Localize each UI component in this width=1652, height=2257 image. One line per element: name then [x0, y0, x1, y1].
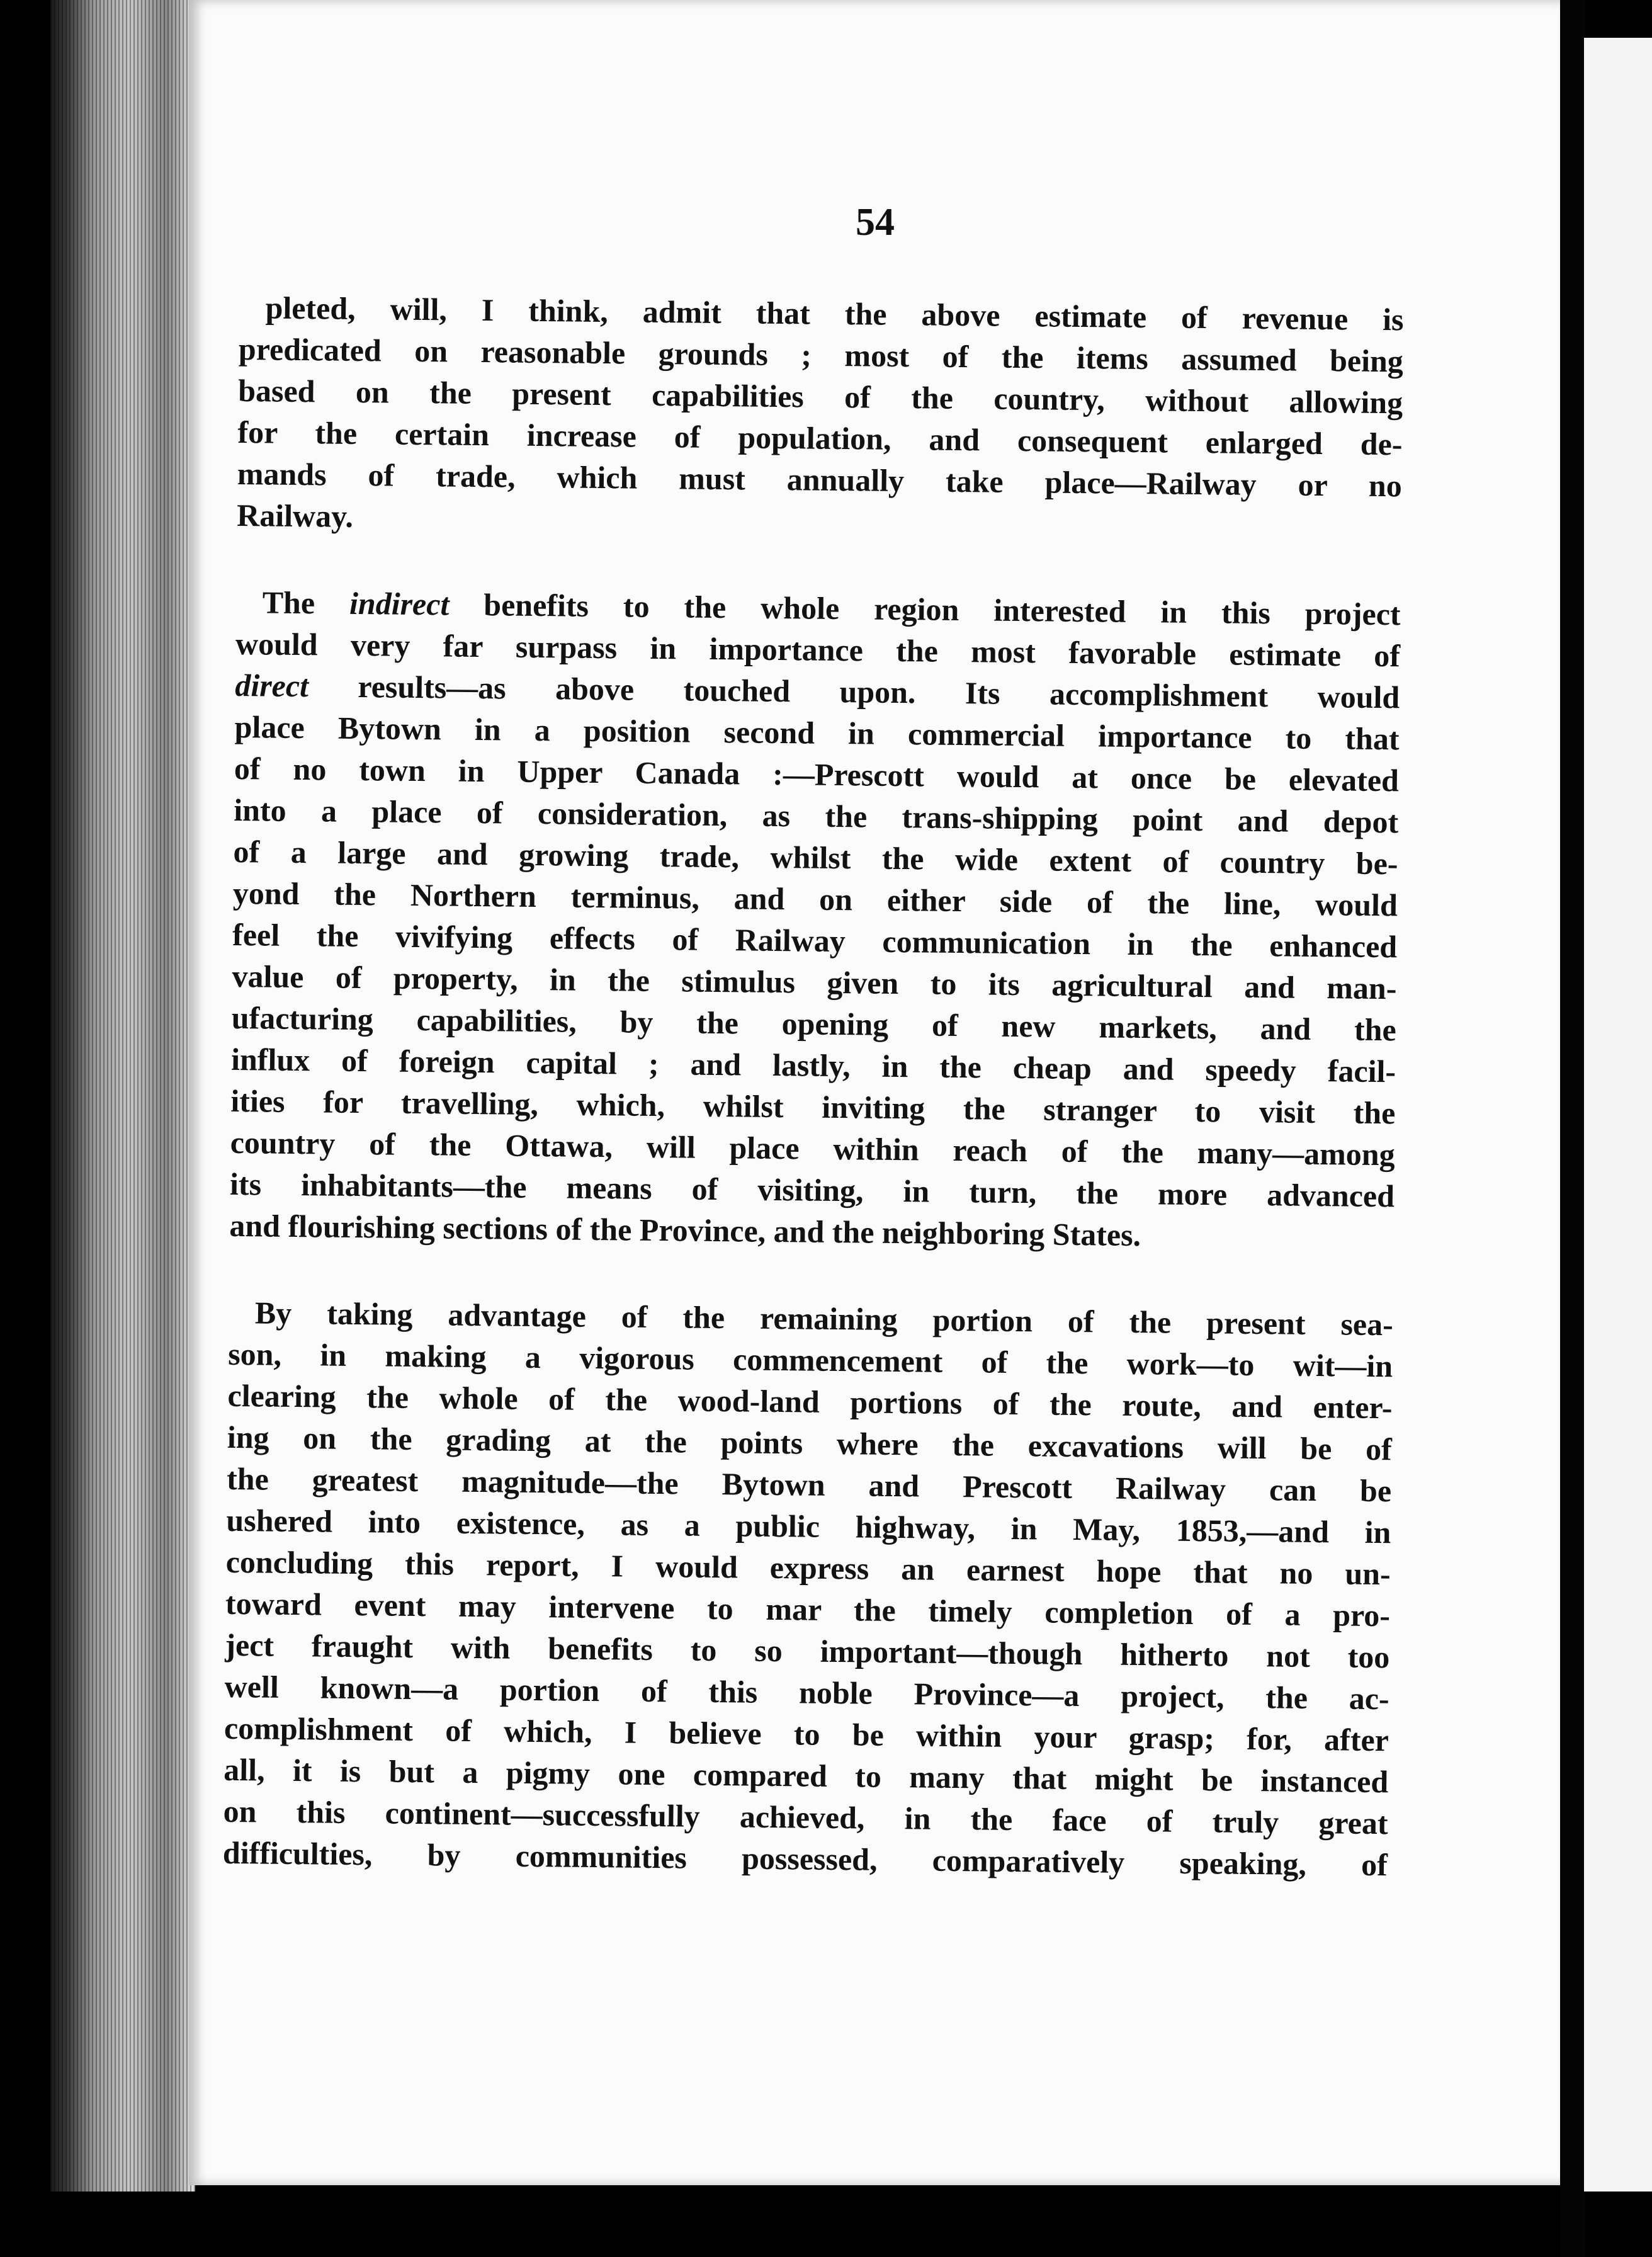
text-segment: results—as above touched upon. Its accomplishment would [308, 668, 1400, 715]
text-line: difficulties, by communities possessed, comparatively speaking, of [222, 1834, 1388, 1883]
text-line: place Bytown in a position second in commercial importance to that [234, 708, 1400, 757]
text-line: Railway. [236, 497, 354, 534]
text-line: the greatest magnitude—the Bytown and Prescott Railway can be [226, 1460, 1392, 1509]
paragraph-2 [229, 581, 1401, 1258]
text-line: country of the Ottawa, will place within reach of the many—among [230, 1124, 1395, 1173]
body-text [222, 287, 1404, 1931]
page-gutter [1560, 0, 1585, 2257]
text-line: clearing the whole of the wood-land portions of the route, and enter- [227, 1377, 1393, 1426]
text-line: of no town in Upper Canada :—Prescott would at once be elevated [234, 750, 1400, 799]
paragraph-1 [237, 287, 1404, 548]
text-line: for the certain increase of population, and consequent enlarged de- [237, 414, 1403, 462]
text-line: on this continent—successfully achieved, in the face of truly great [223, 1793, 1388, 1841]
text-line: ufacturing capabilities, by the opening of new markets, and the [231, 999, 1397, 1048]
text-line: value of property, in the stimulus given to its agricultural and man- [232, 958, 1397, 1006]
text-line: well known—a portion of this noble Province—a project, the ac- [224, 1668, 1389, 1717]
text-line: complishment of which, I believe to be within your grasp; for, after [223, 1710, 1389, 1758]
text-line: son, in making a vigorous commencement of the work—to wit—in [227, 1336, 1393, 1384]
page-number: 54 [856, 201, 895, 244]
text-line: ing on the grading at the points where the excavations will be of [227, 1419, 1393, 1467]
book-page-edges [50, 0, 195, 2192]
text-line: all, it is but a pigmy one compared to many that might be instanced [223, 1751, 1389, 1800]
text-line: of a large and growing trade, whilst the wide extent of country be- [233, 833, 1398, 882]
text-line: based on the present capabilities of the country, without allowing [237, 372, 1403, 421]
text-line: By taking advantage of the remaining portion of the present sea- [254, 1295, 1394, 1343]
text-line: predicated on reasonable grounds ; most of the items assumed being [238, 331, 1404, 379]
text-line: concluding this report, I would express an earnest hope that no un- [225, 1544, 1391, 1592]
italic-text: direct [235, 667, 309, 704]
adjacent-page-edge [1584, 38, 1652, 2192]
text-line: pleted, will, I think, admit that the above estimate of revenue is [265, 290, 1404, 338]
text-line: feel the vivifying effects of Railway communication in the enhanced [232, 916, 1398, 965]
text-line: influx of foreign capital ; and lastly, in the cheap and speedy facil- [230, 1041, 1396, 1089]
text-line: mands of trade, which must annually take place—Railway or no [237, 455, 1403, 504]
text-line: toward event may intervene to mar the timely completion of a pro- [225, 1585, 1391, 1634]
text-line: and flourishing sections of the Province, and the neighboring States. [229, 1207, 1141, 1253]
text-line: ushered into existence, as a public highway, in May, 1853,—and in [226, 1502, 1391, 1550]
italic-text: indirect [349, 585, 450, 622]
text-segment: benefits to the whole region interested in this project [449, 586, 1401, 632]
text-line: yond the Northern terminus, and on either side of the line, would [232, 875, 1398, 923]
paragraph-3 [223, 1292, 1394, 1885]
text-line: ject fraught with benefits to so important—though hitherto not too [225, 1627, 1390, 1675]
text-line: ities for travelling, which, whilst inviting the stranger to visit the [230, 1083, 1396, 1131]
text-segment: The [262, 584, 350, 621]
text-line: into a place of consideration, as the trans-shipping point and depot [234, 792, 1399, 840]
text-line: its inhabitants—the means of visiting, in turn, the more advanced [229, 1166, 1395, 1214]
text-line: would very far surpass in importance the most favorable estimate of [235, 625, 1401, 674]
